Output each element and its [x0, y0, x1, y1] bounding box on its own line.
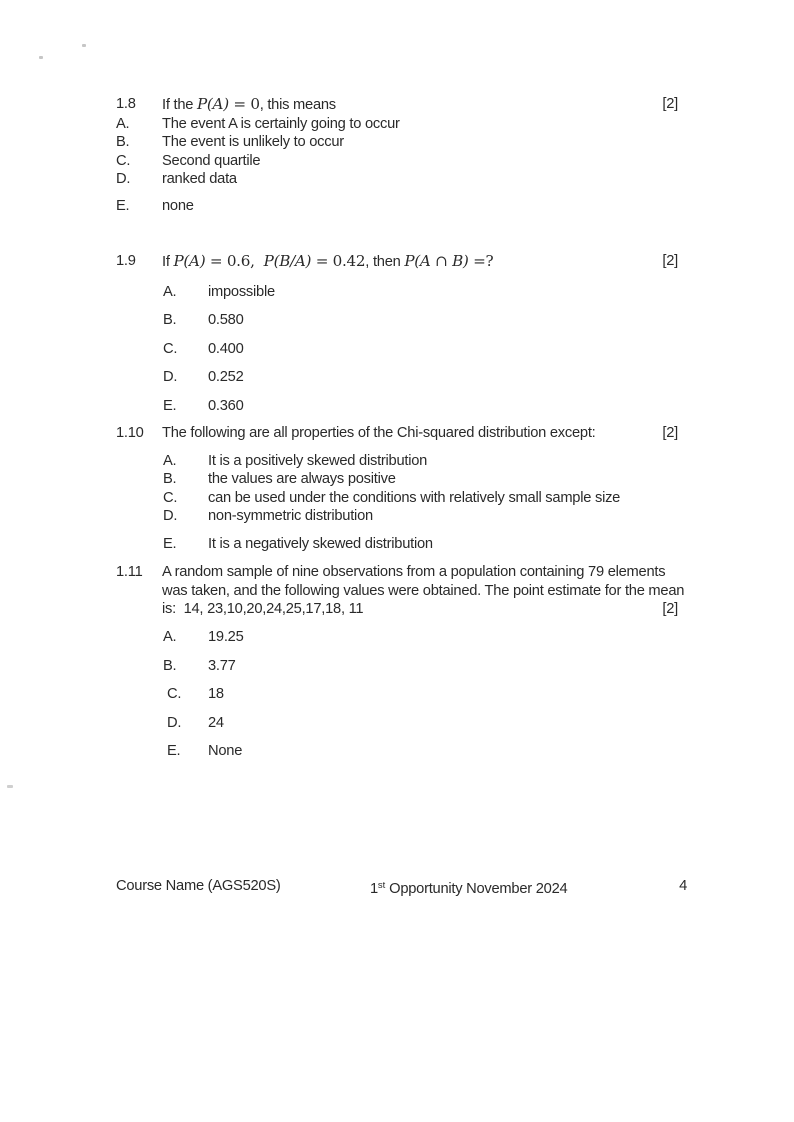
prompt-part-math: = 0.6,	[205, 252, 264, 270]
question-1-10	[116, 424, 678, 554]
marks-badge: [2]	[662, 253, 678, 269]
question-number: 1.9	[116, 253, 136, 269]
options-group	[116, 628, 678, 761]
option-row	[116, 535, 678, 554]
option-row	[116, 340, 678, 359]
prompt-line: was taken, and the following values were obtained. The point estimate for the mean	[162, 582, 685, 599]
indent-spacer	[116, 582, 162, 601]
option-letter: B.	[163, 471, 177, 488]
option-row	[116, 742, 678, 761]
question-header	[116, 95, 678, 115]
option-row	[116, 311, 678, 330]
options-group	[116, 283, 678, 416]
prompt-part: , this means	[259, 97, 336, 113]
option-text: 0.400	[208, 340, 244, 357]
option-text: none	[162, 197, 194, 214]
option-text: can be used under the conditions with relatively small sample size	[208, 489, 621, 506]
option-row	[116, 714, 678, 733]
marks-badge: [2]	[662, 96, 678, 112]
scan-speck	[39, 56, 43, 59]
footer-opportunity-text: Opportunity November 2024	[385, 881, 568, 897]
option-row	[116, 628, 678, 647]
marks-badge: [2]	[662, 601, 678, 618]
question-number: 1.10	[116, 425, 144, 441]
option-row	[116, 657, 678, 676]
option-letter: A.	[163, 629, 177, 646]
option-text: It is a negatively skewed distribution	[208, 536, 433, 553]
option-letter: C.	[163, 489, 178, 506]
option-letter: D.	[163, 508, 178, 525]
prompt-part: If the	[162, 97, 197, 113]
option-text: 19.25	[208, 629, 244, 646]
option-letter: A.	[116, 115, 130, 132]
option-row	[116, 489, 678, 508]
question-prompt	[162, 252, 662, 272]
option-letter: C.	[116, 152, 131, 169]
option-row	[116, 685, 678, 704]
option-text: Second quartile	[162, 152, 261, 169]
option-text: The event is unlikely to occur	[162, 134, 344, 151]
option-letter: D.	[163, 369, 178, 386]
option-text: 0.580	[208, 312, 244, 329]
marks-badge: [2]	[662, 425, 678, 441]
question-1-8	[116, 95, 678, 216]
page-footer	[116, 877, 687, 896]
question-number: 1.8	[116, 96, 136, 112]
option-row	[116, 152, 678, 171]
option-text: 0.252	[208, 369, 244, 386]
option-letter: E.	[163, 536, 177, 553]
option-row	[116, 115, 678, 134]
option-row	[116, 170, 678, 189]
option-text: ranked data	[162, 171, 237, 188]
footer-opportunity-number: 1	[370, 881, 378, 897]
option-row	[116, 133, 678, 152]
option-row	[116, 452, 678, 471]
prompt-part-math: P(A)	[197, 95, 229, 113]
option-row	[116, 368, 678, 387]
option-letter: B.	[163, 312, 177, 329]
scan-speck	[7, 785, 13, 788]
option-letter: D.	[116, 171, 131, 188]
prompt-part: The following are all properties of the Chi-squared distribution except:	[162, 425, 596, 441]
question-1-11	[116, 563, 685, 771]
footer-opportunity	[370, 877, 567, 899]
option-letter: B.	[116, 134, 130, 151]
option-text: 24	[208, 714, 224, 731]
prompt-part-math: = 0	[228, 95, 260, 113]
prompt-continuation	[116, 582, 685, 601]
prompt-line: is: 14, 23,10,20,24,25,17,18, 11	[162, 601, 364, 618]
option-letter: E.	[116, 197, 130, 214]
option-text: It is a positively skewed distribution	[208, 452, 428, 469]
question-1-9	[116, 252, 678, 425]
option-text: 0.360	[208, 397, 244, 414]
indent-spacer	[116, 600, 162, 619]
option-letter: A.	[163, 283, 177, 300]
option-letter: C.	[163, 340, 178, 357]
footer-course-name: Course Name (AGS520S)	[116, 878, 281, 894]
option-text: the values are always positive	[208, 471, 396, 488]
scan-speck	[82, 44, 86, 47]
option-text: None	[208, 743, 243, 760]
footer-page-number: 4	[679, 878, 687, 894]
option-letter: B.	[163, 657, 177, 674]
option-text: impossible	[208, 283, 275, 300]
option-letter: C.	[167, 686, 182, 703]
prompt-part-math: P(A)	[173, 252, 206, 270]
option-text: 18	[208, 686, 224, 703]
footer-opportunity-ordinal: st	[377, 880, 386, 891]
prompt-part-math: P(B/A)	[263, 252, 312, 270]
question-prompt	[162, 95, 662, 115]
question-prompt	[162, 424, 662, 443]
prompt-part: If	[162, 254, 174, 270]
prompt-part: , then	[365, 254, 405, 270]
option-row	[116, 397, 678, 416]
option-letter: A.	[163, 452, 177, 469]
option-letter: E.	[167, 743, 181, 760]
prompt-part-math: P(A ∩ B)	[404, 252, 469, 270]
option-row	[116, 283, 678, 302]
question-header	[116, 252, 678, 272]
option-text: non-symmetric distribution	[208, 508, 373, 525]
prompt-part-math: = 0.42	[311, 252, 366, 270]
options-group	[116, 452, 678, 526]
option-row	[116, 470, 678, 489]
option-row	[116, 197, 678, 216]
option-row	[116, 507, 678, 526]
question-number: 1.11	[116, 564, 143, 580]
prompt-part-math: =?	[468, 252, 494, 270]
option-letter: E.	[163, 397, 177, 414]
prompt-continuation	[116, 600, 678, 619]
prompt-line: A random sample of nine observations from a population containing 79 elements	[162, 564, 666, 580]
option-text: 3.77	[208, 657, 236, 674]
option-text: The event A is certainly going to occur	[162, 115, 400, 132]
question-header	[116, 424, 678, 443]
option-letter: D.	[167, 714, 182, 731]
question-header	[116, 563, 678, 582]
options-group	[116, 115, 678, 189]
